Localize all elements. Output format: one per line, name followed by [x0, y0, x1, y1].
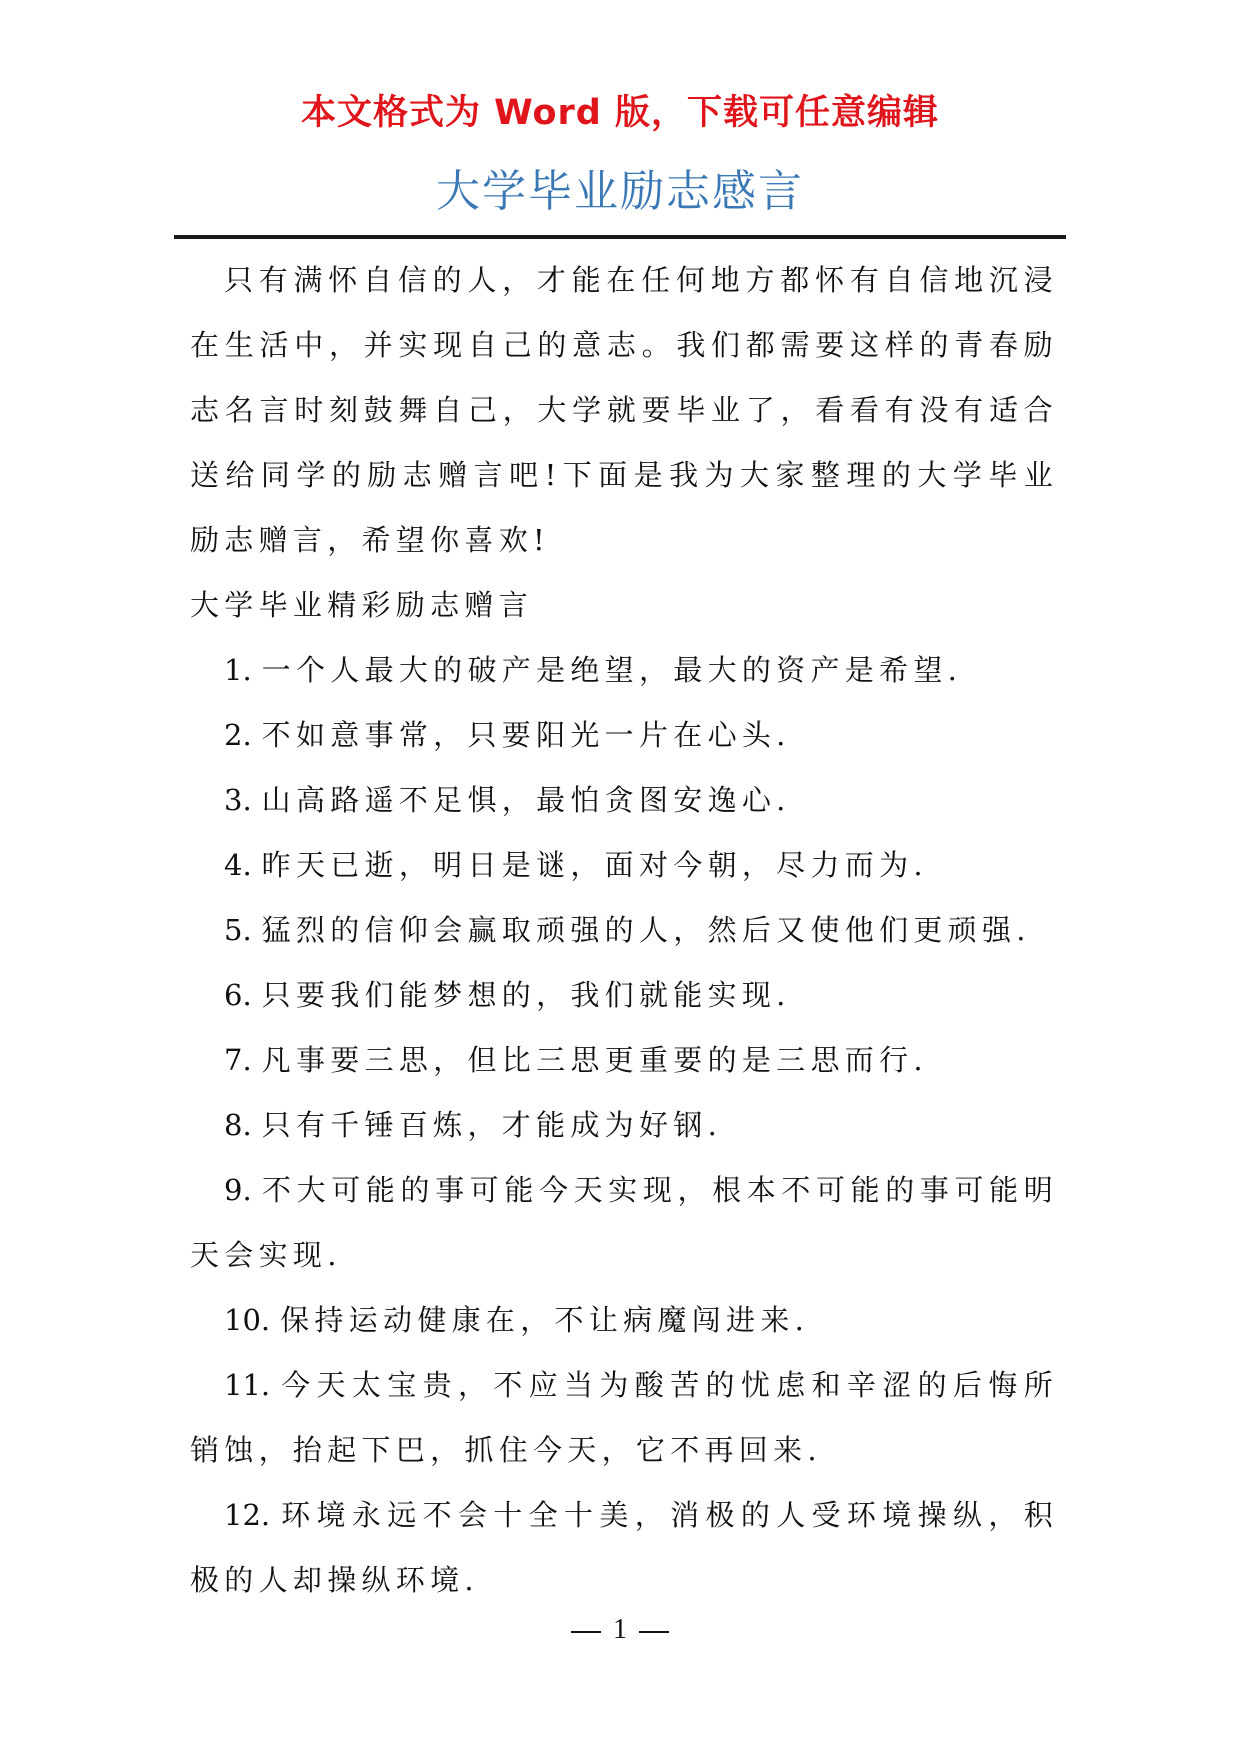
item-text: 凡事要三思，但比三思更重要的是三思而行. [261, 1043, 928, 1077]
item-number: 1. [224, 653, 252, 687]
item-text: 只有千锤百炼，才能成为好钢. [261, 1108, 723, 1142]
item-number: 9. [224, 1173, 252, 1207]
item-text: 环境永远不会十全十美，消极的人受环境操纵，积极的人却操纵环境. [190, 1498, 1058, 1597]
item-number: 6. [224, 978, 252, 1012]
item-number: 4. [224, 848, 252, 882]
item-number: 11. [224, 1368, 271, 1402]
item-number: 7. [224, 1043, 252, 1077]
word-format-banner: 本文格式为 Word 版，下载可任意编辑 [300, 93, 940, 133]
item-number: 10. [224, 1303, 271, 1337]
list-item [190, 1288, 1058, 1353]
list-item [190, 833, 1058, 898]
page-title: 大学毕业励志感言 [436, 166, 804, 217]
section-heading: 大学毕业精彩励志赠言 [190, 588, 534, 622]
list-item [190, 1028, 1058, 1093]
page-footer [0, 1610, 1240, 1650]
list-item [190, 703, 1058, 768]
document-body [190, 248, 1058, 1613]
intro-paragraph: 只有满怀自信的人，才能在任何地方都怀有自信地沉浸在生活中，并实现自己的意志。我们都需要这样的青春励志名言时刻鼓舞自己，大学就要毕业了，看看有没有适合送给同学的励志赠言吧!下面是我为大家整理的大学毕业励志赠言，希望你喜欢! [190, 263, 1058, 557]
item-number: 3. [224, 783, 252, 817]
item-text: 不大可能的事可能今天实现，根本不可能的事可能明天会实现. [190, 1173, 1058, 1272]
list-item [190, 898, 1058, 963]
title-divider [174, 235, 1066, 239]
item-number: 5. [224, 913, 252, 947]
list-item [190, 1353, 1058, 1483]
list-item [190, 768, 1058, 833]
item-text: 一个人最大的破产是绝望，最大的资产是希望. [261, 653, 963, 687]
list-item [190, 1158, 1058, 1288]
item-number: 2. [224, 718, 252, 752]
item-text: 不如意事常，只要阳光一片在心头. [261, 718, 791, 752]
list-item [190, 638, 1058, 703]
list-item [190, 1093, 1058, 1158]
item-number: 8. [224, 1108, 252, 1142]
list-item [190, 1483, 1058, 1613]
footer-dash-left [571, 1631, 601, 1633]
item-text: 猛烈的信仰会赢取顽强的人，然后又使他们更顽强. [261, 913, 1031, 947]
item-text: 今天太宝贵，不应当为酸苦的忧虑和辛涩的后悔所销蚀，抬起下巴，抓住今天，它不再回来. [190, 1368, 1058, 1467]
item-text: 山高路遥不足惧，最怕贪图安逸心. [261, 783, 791, 817]
item-number: 12. [224, 1498, 271, 1532]
item-text: 只要我们能梦想的，我们就能实现. [261, 978, 791, 1012]
list-item [190, 963, 1058, 1028]
item-text: 保持运动健康在，不让病魔闯进来. [280, 1303, 810, 1337]
footer-dash-right [639, 1631, 669, 1633]
page-number: 1 [613, 1614, 627, 1645]
item-text: 昨天已逝，明日是谜，面对今朝，尽力而为. [261, 848, 928, 882]
